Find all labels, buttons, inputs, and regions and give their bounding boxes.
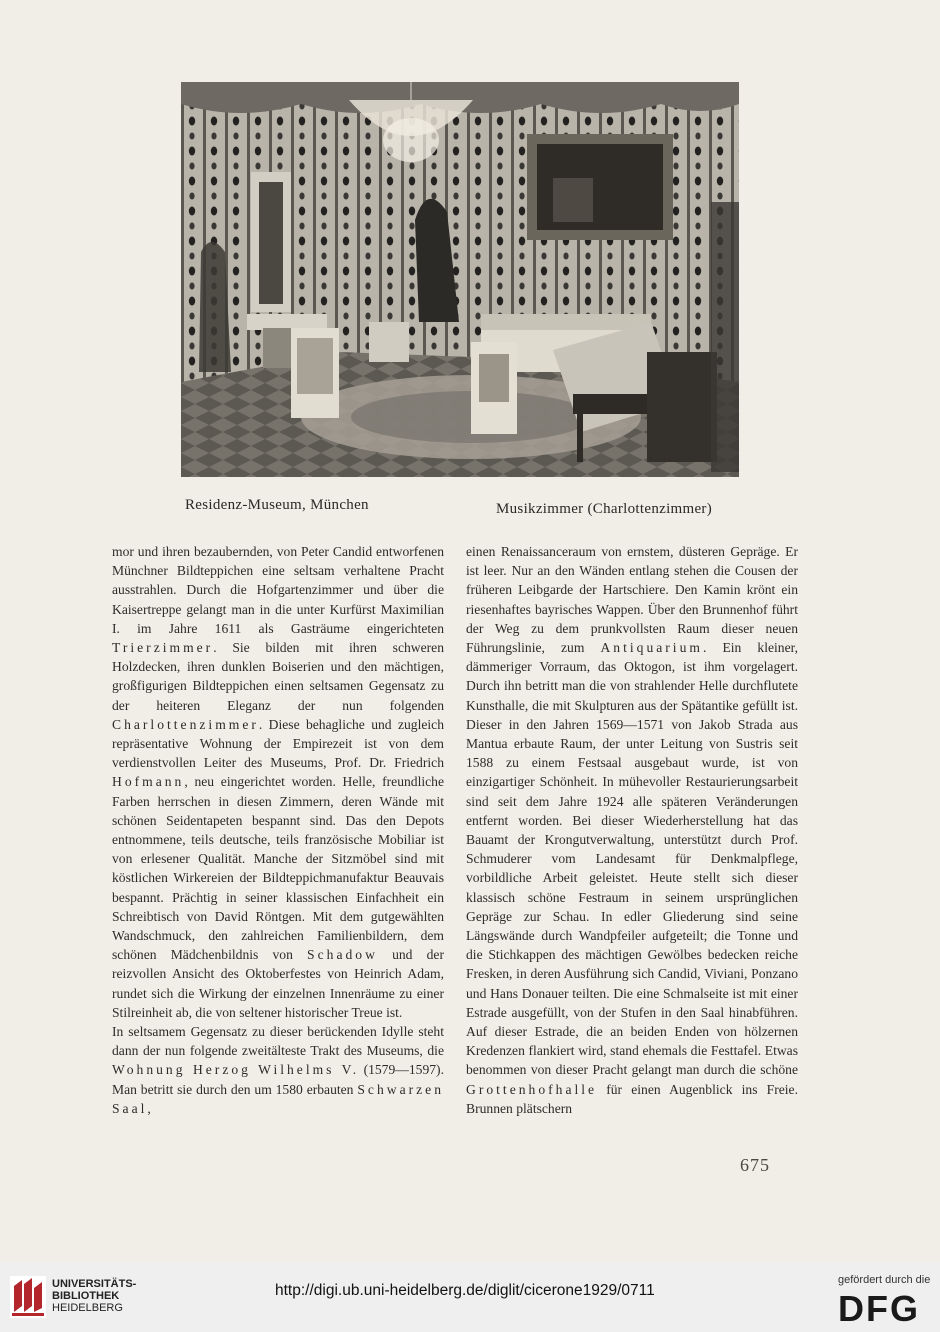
spaced-emphasis: Wohnung Herzog Wilhelms V. bbox=[112, 1062, 360, 1078]
page-number: 675 bbox=[740, 1155, 770, 1175]
permalink-url[interactable]: http://digi.ub.uni-heidelberg.de/diglit/cicerone1929/0711 bbox=[275, 1282, 655, 1299]
photo-plate-music-room bbox=[181, 82, 739, 477]
music-room-photograph bbox=[181, 82, 739, 477]
paragraph: einen Renaissanceraum von ernstem, düsteren Gepräge. Er ist leer. Nur an den Wänden entlang stehen die Cousen der früheren Leibgarde der Hartschiere. Den Kamin krönt ein riesenhaftes bayrisches Wappen. Über den Brunnenhof führt der Weg zu dem prunkvollsten Raum dieser neuen Führungslinie, zum Antiquarium. Ein kleiner, dämmeriger Vorraum, das Oktogon, ist ihm vorgelagert. Durch ihn betritt man die von strahlender Helle durchflutete Kunsthalle, die mit Skulpturen aus der Spätantike gefüllt ist. Dieser in den Jahren 1569—1571 von Jakob Strada aus Mantua erbaute Raum, der unter Leitung von Sustris seit 1588 zu einem Festsaal ausgebaut wurde, ist von einzigartiger Schönheit. In mühevoller Restaurierungsarbeit sind seit dem Jahre 1924 alle späteren Veränderungen entfernt worden. Bei dieser Wiederherstellung hat das Bauamt der Krongutverwaltung, unterstützt durch Prof. Schmuderer vom Landesamt für Denkmalpflege, vorbildliche Arbeit geleistet. Heute stellt sich dieser klassisch schöne Festraum in seinem ursprünglichen Gepräge zur Schau. In edler Gliederung sind seine Längswände durch Wandpfeiler aufgeteilt; die Tonne und die Stichkappen des mächtigen Gewölbes bedecken reiche Fresken, in deren Ausführung sich Candid, Viviani, Ponzano und Hans Donauer teilten. Die eine Schmalseite ist mit einer Estrade ausgefüllt, von der Stufen in den Saal hinabführen. Auf dieser Estrade, die an beiden Enden von hölzernen Kredenzen flankiert wird, stand ehemals die Festtafel. Etwas benommen von dieser Pracht gelangt man durch die schöne Grottenhofhalle für einen Augenblick ins Freie. Brunnen plätschern bbox=[466, 544, 798, 1116]
dfg-logo-text: DFG bbox=[838, 1290, 920, 1326]
spaced-emphasis: Schwarzen Saal bbox=[112, 1081, 444, 1116]
spaced-emphasis: Hofmann bbox=[112, 774, 185, 790]
text-column-left bbox=[112, 542, 444, 1118]
library-name[interactable]: UNIVERSITÄTS- BIBLIOTHEK HEIDELBERG bbox=[52, 1278, 137, 1314]
paragraph: mor und ihren bezaubernden, von Peter Candid entworfenen Münchner Bildteppichen eine seltsam verhaltene Pracht ausstrahlen. Durch die Hofgartenzimmer und über die Kaisertreppe gelangt man in die unter Kurfürst Maximilian I. im Jahre 1611 als Gasträume eingerichteten Trierzimmer. Sie bilden mit ihren schweren Holzdecken, ihren dunklen Boiserien und den mächtigen, großfigurigen Bildteppichen einen seltsamen Gegensatz zu der heiteren Eleganz der nun folgenden Charlottenzimmer. Diese behagliche und zugleich repräsentative Wohnung der Empirezeit ist von dem verdienstvollen Leiter des Museums, Prof. Dr. Friedrich Hofmann, neu eingerichtet worden. Helle, freundliche Farben herrschen in diesen Zimmern, deren Wände mit schönen Seidentapeten bespannt sind. Das den Depots entnommene, teils deutsche, teils französische Mobiliar ist von erlesener Qualität. Manche der Sitzmöbel sind mit köstlichen Wirkereien der Bildteppichmanufaktur Beauvais bespannt. Prächtig in seiner klassischen Einfachheit ein Schreibtisch von David Röntgen. Mit dem gutgewählten Wandschmuck, den zahlreichen Familienbildern, dem schönen Mädchenbildnis von Schadow und der reizvollen Ansicht des Oktoberfestes von Heinrich Adam, rundet sich die Wirkung der einzelnen Innenräume zu einer Stilreinheit ab, die von seltener historischer Treue ist. bbox=[112, 544, 444, 1020]
spaced-emphasis: Antiquarium bbox=[600, 640, 703, 656]
paragraph: In seltsamem Gegensatz zu dieser berückenden Idylle steht dann der nun folgende zweitälteste Trakt des Museums, die Wohnung Herzog Wilhelms V. (1579—1597). Man betritt sie durch den um 1580 erbauten Schwarzen Saal, bbox=[112, 1024, 444, 1116]
funding-label: gefördert durch die bbox=[838, 1274, 931, 1286]
dfg-logo-icon[interactable] bbox=[836, 1290, 928, 1326]
spaced-emphasis: Grottenhofhalle bbox=[466, 1081, 598, 1097]
caption-location: Residenz-Museum, München bbox=[185, 497, 369, 513]
text-column-right bbox=[466, 542, 798, 1118]
spaced-emphasis: Trierzimmer bbox=[112, 640, 214, 656]
university-library-logo-icon[interactable] bbox=[10, 1276, 46, 1318]
spaced-emphasis: Charlottenzimmer bbox=[112, 716, 259, 732]
viewer-footer bbox=[0, 1262, 940, 1332]
spaced-emphasis: Schadow bbox=[307, 947, 378, 963]
caption-room-title: Musikzimmer (Charlottenzimmer) bbox=[496, 501, 713, 517]
